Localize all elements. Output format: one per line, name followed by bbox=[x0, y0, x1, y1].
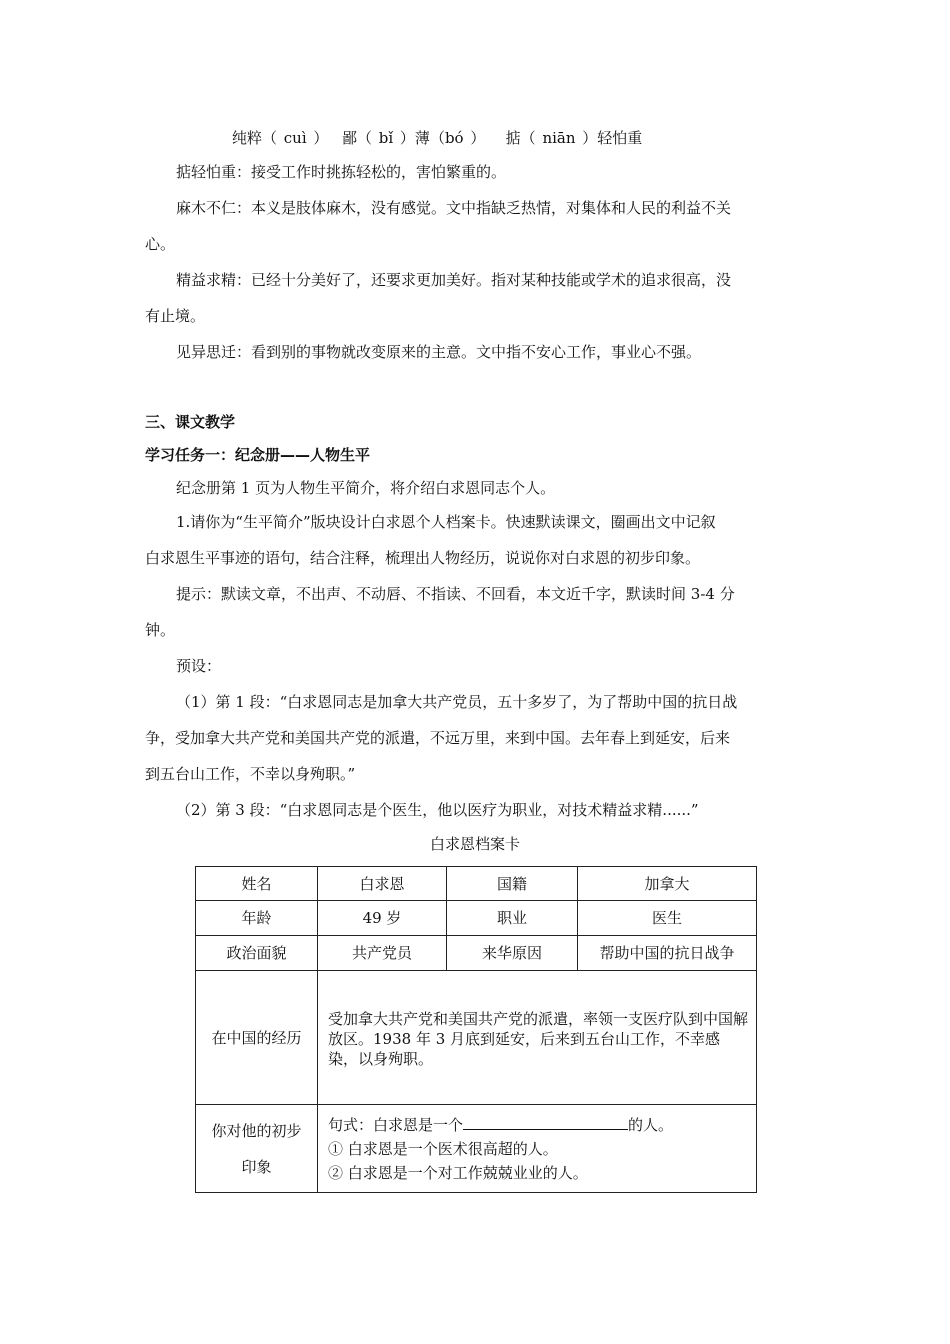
def-mamuburen-line2: 心。 bbox=[145, 235, 176, 253]
cell-occupation-label: 职业 bbox=[447, 901, 578, 936]
cell-nationality-label: 国籍 bbox=[447, 867, 578, 901]
def-jianyisiqian: 见异思迁：看到别的事物就改变原来的主意。文中指不安心工作，事业心不强。 bbox=[176, 343, 702, 361]
cell-name-label: 姓名 bbox=[196, 867, 318, 901]
preset-2-line1: （2）第 3 段：“白求恩同志是个医生，他以医疗为职业，对技术精益求精......” bbox=[176, 801, 699, 819]
impression-blank bbox=[463, 1115, 628, 1130]
preset-1-line3: 到五台山工作，不幸以身殉职。” bbox=[145, 765, 356, 783]
cell-impression-label bbox=[196, 1105, 318, 1193]
preset-1-line1: （1）第 1 段：“白求恩同志是加拿大共产党员，五十多岁了，为了帮助中国的抗日战 bbox=[176, 693, 738, 711]
word-dian: 掂 bbox=[505, 129, 521, 147]
table-row bbox=[196, 1105, 757, 1193]
table-row bbox=[196, 936, 757, 971]
def-dianqingpazhong: 掂轻怕重：接受工作时挑拣轻松的，害怕繁重的。 bbox=[176, 163, 507, 181]
impression-prefix: 句式：白求恩是一个 bbox=[328, 1115, 464, 1134]
cell-reason-label: 来华原因 bbox=[447, 936, 578, 971]
pinyin-bi: （ bǐ ） bbox=[356, 129, 415, 147]
cell-nationality-value: 加拿大 bbox=[578, 867, 757, 901]
def-jingyiqiujing-line2: 有止境。 bbox=[145, 307, 206, 325]
tip-line1: 提示：默读文章，不出声、不动唇、不指读、不回看，本文近千字，默读时间 3-4 分 bbox=[176, 585, 735, 603]
impression-example-1: ① 白求恩是一个医术很高超的人。 bbox=[328, 1139, 558, 1158]
cell-experience-text: 受加拿大共产党和美国共产党的派遣，率领一支医疗队到中国解放区。1938 年 3 月底到延安，后来到五台山工作，不幸感染，以身殉职。 bbox=[318, 971, 757, 1105]
word-bi: 鄙 bbox=[341, 129, 357, 147]
pinyin-nian: （ niān ） bbox=[520, 129, 598, 147]
archive-card-table bbox=[195, 866, 757, 1193]
impression-sentence-pattern bbox=[328, 1113, 746, 1137]
cell-name-value: 白求恩 bbox=[318, 867, 447, 901]
impression-label-line1: 你对他的初步 bbox=[211, 1121, 302, 1140]
table-row bbox=[196, 867, 757, 901]
question-1-line1: 1.请你为“生平简介”版块设计白求恩个人档案卡。快速默读课文，圈画出文中记叙 bbox=[176, 513, 716, 531]
preset-label: 预设： bbox=[176, 657, 222, 675]
preset-1-line2: 争，受加拿大共产党和美国共产党的派遣，不远万里，来到中国。去年春上到延安，后来 bbox=[145, 729, 731, 747]
cell-age-label: 年龄 bbox=[196, 901, 318, 936]
word-bo: 薄 bbox=[414, 129, 430, 147]
tip-line2: 钟。 bbox=[145, 621, 176, 639]
cell-political-label: 政治面貌 bbox=[196, 936, 318, 971]
pinyin-bo: （bó ） bbox=[429, 129, 486, 147]
cell-impression-content bbox=[318, 1105, 757, 1193]
table-row bbox=[196, 901, 757, 936]
pinyin-line bbox=[232, 128, 642, 148]
cell-political-value: 共产党员 bbox=[318, 936, 447, 971]
pinyin-cui: （ cuì ） bbox=[262, 129, 329, 147]
table-row bbox=[196, 971, 757, 1105]
impression-suffix: 的人。 bbox=[628, 1115, 674, 1134]
impression-example-2: ② 白求恩是一个对工作兢兢业业的人。 bbox=[328, 1163, 588, 1182]
cell-age-value: 49 岁 bbox=[318, 901, 447, 936]
def-mamuburen-line1: 麻木不仁：本义是肢体麻木，没有感觉。文中指缺乏热情，对集体和人民的利益不关 bbox=[176, 199, 732, 217]
impression-label-line2: 印象 bbox=[241, 1157, 272, 1176]
question-1-line2: 白求恩生平事迹的语句，结合注释，梳理出人物经历，说说你对白求恩的初步印象。 bbox=[145, 549, 701, 567]
card-title: 白求恩档案卡 bbox=[429, 835, 520, 853]
word-qingpazhong: 轻怕重 bbox=[597, 129, 643, 147]
cell-experience-label: 在中国的经历 bbox=[196, 971, 318, 1105]
cell-occupation-value: 医生 bbox=[578, 901, 757, 936]
task-title: 学习任务一：纪念册——人物生平 bbox=[145, 446, 371, 464]
cell-reason-value: 帮助中国的抗日战争 bbox=[578, 936, 757, 971]
word-chuncui: 纯粹 bbox=[232, 129, 263, 147]
section-heading: 三、课文教学 bbox=[145, 413, 236, 431]
intro-text: 纪念册第 1 页为人物生平简介，将介绍白求恩同志个人。 bbox=[176, 479, 556, 497]
def-jingyiqiujing-line1: 精益求精：已经十分美好了，还要求更加美好。指对某种技能或学术的追求很高，没 bbox=[176, 271, 732, 289]
